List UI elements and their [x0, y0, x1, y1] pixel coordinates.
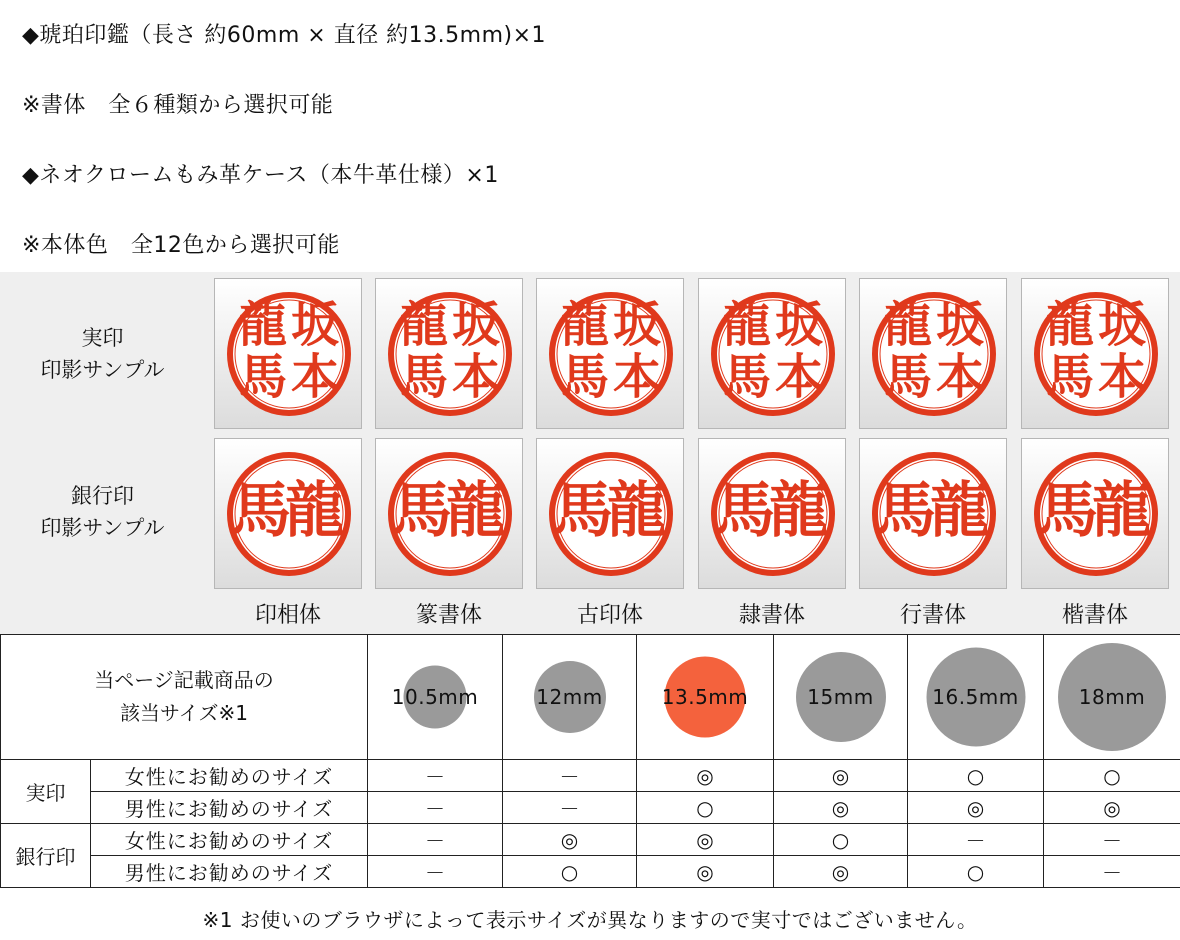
- ginko-seal-char: 馬: [1038, 476, 1098, 546]
- size-cell-6: [1044, 635, 1180, 760]
- product-line-case: ◆ネオクロームもみ革ケース（本牛革仕様）×1: [22, 163, 499, 188]
- table-row: [1, 824, 1180, 856]
- ginko-seal-char: 龍: [930, 476, 990, 546]
- jitsuin-seal-char: 坂: [290, 297, 340, 353]
- recommend-mark: ◎: [1044, 792, 1180, 824]
- ginko-seal-image-6: [1022, 439, 1170, 590]
- recommend-mark: ○: [1044, 760, 1180, 792]
- size-label: 10.5mm: [391, 685, 479, 709]
- ginko-seal-char: 馬: [715, 476, 775, 546]
- ginko-seal-tile-4: [698, 438, 846, 589]
- ginko-seal-tile-3: [536, 438, 684, 589]
- ginko-seal-image-2: [376, 439, 524, 590]
- jitsuin-seal-char: 龍: [238, 297, 288, 353]
- recommend-label: 女性にお勧めのサイズ: [91, 760, 368, 792]
- size-cell-2: [503, 635, 637, 760]
- note-fonts: ※書体 全６種類から選択可能: [22, 93, 334, 118]
- ginko-seal-image-3: [537, 439, 685, 590]
- recommend-mark: ◎: [774, 856, 908, 888]
- ginko-seal-char: 馬: [231, 476, 291, 546]
- jitsuin-seal-char: 本: [290, 349, 340, 405]
- recommend-label: 男性にお勧めのサイズ: [91, 856, 368, 888]
- ginko-seal-tile-2: [375, 438, 523, 589]
- recommend-mark: －: [908, 824, 1044, 856]
- size-label: 18mm: [1078, 685, 1146, 709]
- size-cell-4: [774, 635, 908, 760]
- ginko-seal-image-4: [699, 439, 847, 590]
- jitsuin-seal-image-1: [215, 279, 363, 430]
- ginko-seal-tile-1: [214, 438, 362, 589]
- ginko-seal-char: 馬: [553, 476, 613, 546]
- group-label: 実印: [1, 760, 91, 824]
- jitsuin-seal-char: 馬: [1045, 349, 1095, 405]
- size-label: 13.5mm: [661, 685, 749, 709]
- size-cell-3: [637, 635, 774, 760]
- ginko-seal-char: 馬: [876, 476, 936, 546]
- jitsuin-seal-char: 馬: [722, 349, 772, 405]
- recommend-mark: ◎: [503, 824, 637, 856]
- jitsuin-sample-label: [0, 322, 205, 386]
- ginko-seal-char: 龍: [1092, 476, 1152, 546]
- recommend-label: 男性にお勧めのサイズ: [91, 792, 368, 824]
- ginko-seal-char: 龍: [607, 476, 667, 546]
- recommend-mark: －: [368, 792, 503, 824]
- font-name-1: 印相体: [254, 603, 321, 628]
- size-cell-1: [368, 635, 503, 760]
- jitsuin-seal-char: 坂: [612, 297, 662, 353]
- size-cell-5: [908, 635, 1044, 760]
- footnote: ※1 お使いのブラウザによって表示サイズが異なりますので実寸ではございません。: [202, 908, 978, 932]
- jitsuin-seal-char: 坂: [451, 297, 501, 353]
- jitsuin-seal-char: 龍: [1045, 297, 1095, 353]
- ginko-seal-image-1: [215, 439, 363, 590]
- ginko-seal-char: 馬: [392, 476, 452, 546]
- jitsuin-seal-char: 馬: [883, 349, 933, 405]
- note-colors: ※本体色 全12色から選択可能: [22, 233, 340, 258]
- recommend-mark: ○: [908, 856, 1044, 888]
- ginko-label-line2: 印影サンプル: [40, 516, 165, 540]
- ginko-seal-image-5: [860, 439, 1008, 590]
- recommend-mark: －: [503, 792, 637, 824]
- font-name-4: 隷書体: [738, 603, 805, 628]
- recommend-mark: －: [1044, 824, 1180, 856]
- ginko-sample-label: [0, 480, 205, 544]
- ginko-seal-char: 龍: [446, 476, 506, 546]
- recommend-mark: ◎: [637, 824, 774, 856]
- jitsuin-seal-char: 本: [935, 349, 985, 405]
- ginko-label-line1: 銀行印: [71, 484, 134, 508]
- jitsuin-seal-image-6: [1022, 279, 1170, 430]
- jitsuin-seal-char: 龍: [883, 297, 933, 353]
- size-header-line1: 当ページ記載商品の: [94, 668, 274, 692]
- recommend-label: 女性にお勧めのサイズ: [91, 824, 368, 856]
- recommend-mark: －: [368, 760, 503, 792]
- table-row: [1, 760, 1180, 792]
- recommend-mark: ◎: [774, 760, 908, 792]
- recommend-mark: ○: [503, 856, 637, 888]
- ginko-seal-char: 龍: [769, 476, 829, 546]
- recommend-mark: ◎: [908, 792, 1044, 824]
- jitsuin-seal-tile-2: [375, 278, 523, 429]
- size-header-line2: 該当サイズ※1: [120, 701, 248, 725]
- jitsuin-label-line1: 実印: [81, 326, 124, 350]
- recommend-mark: －: [368, 824, 503, 856]
- jitsuin-seal-tile-5: [859, 278, 1007, 429]
- jitsuin-seal-char: 本: [451, 349, 501, 405]
- jitsuin-seal-tile-3: [536, 278, 684, 429]
- jitsuin-seal-tile-6: [1021, 278, 1169, 429]
- ginko-seal-tile-6: [1021, 438, 1169, 589]
- ginko-seal-tile-5: [859, 438, 1007, 589]
- group-label: 銀行印: [1, 824, 91, 888]
- recommend-mark: ◎: [637, 760, 774, 792]
- recommend-mark: ◎: [774, 792, 908, 824]
- jitsuin-seal-char: 坂: [774, 297, 824, 353]
- size-table: [0, 634, 1180, 888]
- size-label: 15mm: [807, 685, 874, 709]
- jitsuin-seal-char: 坂: [935, 297, 985, 353]
- jitsuin-seal-image-2: [376, 279, 524, 430]
- jitsuin-seal-char: 本: [612, 349, 662, 405]
- size-label: 16.5mm: [932, 685, 1019, 709]
- font-name-5: 行書体: [899, 603, 966, 628]
- jitsuin-label-line2: 印影サンプル: [40, 358, 165, 382]
- recommend-mark: ○: [774, 824, 908, 856]
- recommend-mark: ○: [908, 760, 1044, 792]
- size-header: [1, 635, 368, 760]
- jitsuin-seal-tile-1: [214, 278, 362, 429]
- jitsuin-seal-char: 馬: [238, 349, 288, 405]
- recommend-mark: －: [503, 760, 637, 792]
- jitsuin-seal-char: 馬: [560, 349, 610, 405]
- product-line-seal: ◆琥珀印鑑（長さ 約60mm × 直径 約13.5mm)×1: [22, 23, 547, 48]
- jitsuin-seal-char: 龍: [722, 297, 772, 353]
- jitsuin-seal-char: 本: [1097, 349, 1147, 405]
- jitsuin-seal-char: 坂: [1097, 297, 1147, 353]
- jitsuin-seal-image-3: [537, 279, 685, 430]
- size-label: 12mm: [536, 685, 603, 709]
- jitsuin-seal-tile-4: [698, 278, 846, 429]
- jitsuin-seal-image-5: [860, 279, 1008, 430]
- font-name-2: 篆書体: [415, 603, 482, 628]
- ginko-seal-char: 龍: [285, 476, 345, 546]
- jitsuin-seal-char: 龍: [399, 297, 449, 353]
- table-row: [1, 856, 1180, 888]
- jitsuin-seal-char: 龍: [560, 297, 610, 353]
- recommend-mark: ○: [637, 792, 774, 824]
- jitsuin-seal-char: 本: [774, 349, 824, 405]
- font-name-6: 楷書体: [1061, 603, 1128, 628]
- jitsuin-seal-image-4: [699, 279, 847, 430]
- recommend-mark: ◎: [637, 856, 774, 888]
- jitsuin-seal-char: 馬: [399, 349, 449, 405]
- font-name-3: 古印体: [576, 603, 643, 628]
- recommend-mark: －: [368, 856, 503, 888]
- recommend-mark: －: [1044, 856, 1180, 888]
- table-row: [1, 792, 1180, 824]
